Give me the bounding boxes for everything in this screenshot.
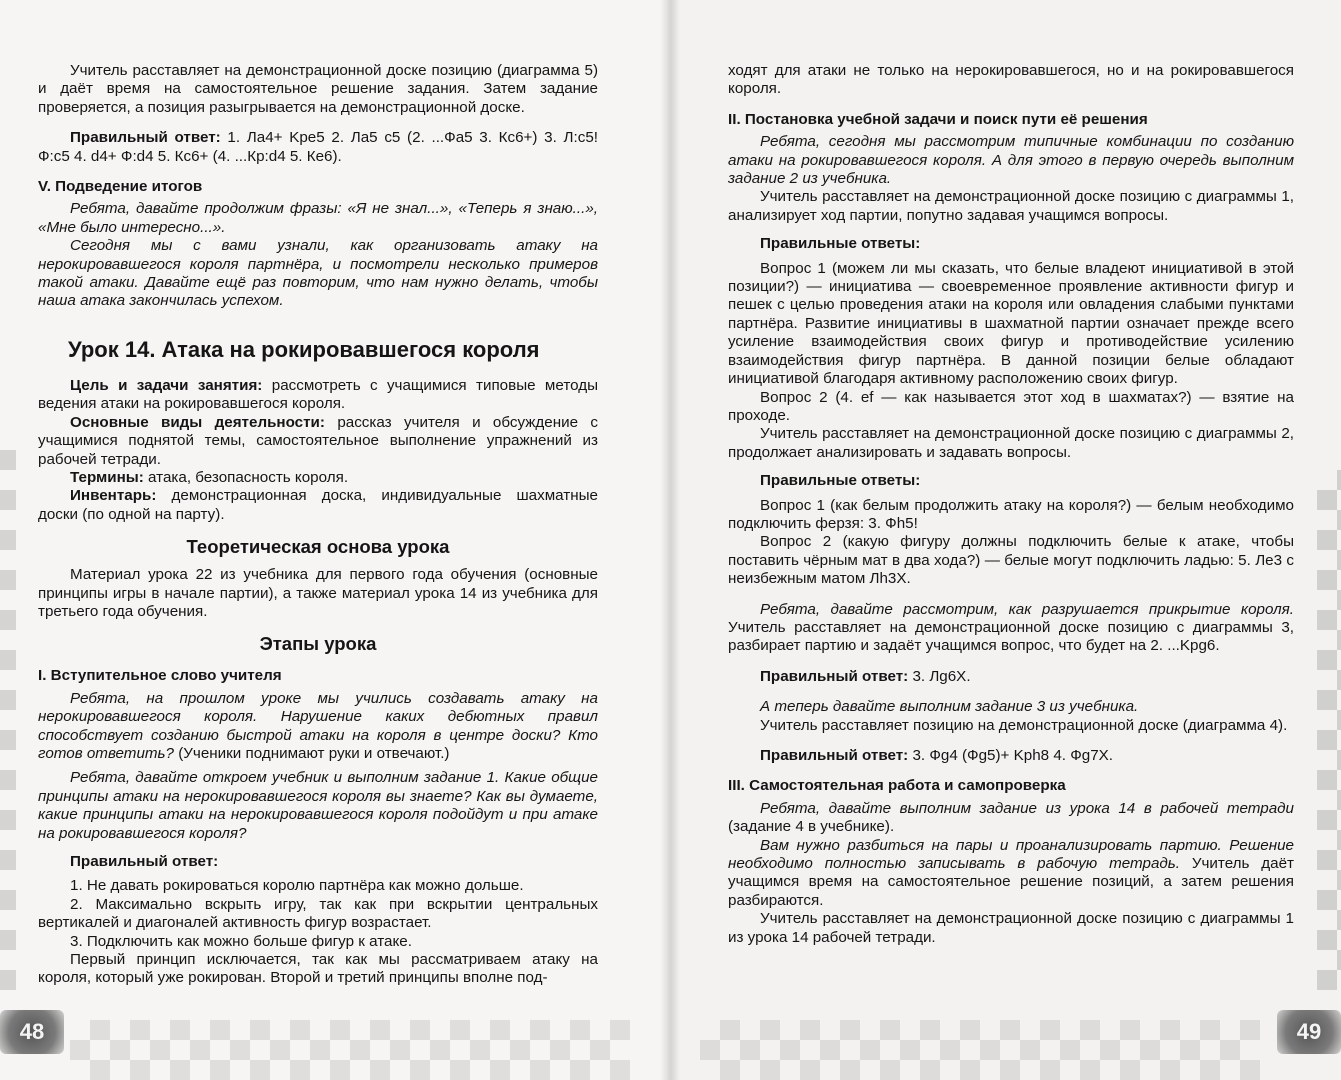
answer-label: Правильные ответы: <box>760 235 921 253</box>
paragraph: Сегодня мы с вами узнали, как организовать атаку на нерокировавшегося короля партнёра, и посмотрели несколько примеров такой атаки. Давайте ещё раз повторим, что нам нужно делать, чтобы наша атака закончилась успехом. <box>38 237 598 310</box>
answer-paragraph <box>728 747 1294 765</box>
checker-border-bottom-right <box>700 1020 1260 1080</box>
section-heading: III. Самостоятельная работа и самопроверка <box>728 777 1066 795</box>
italic-text: Ребята, давайте выполним задание из урока 14 в рабочей тетради <box>760 799 1294 817</box>
checker-border-bottom-left <box>70 1020 630 1080</box>
paragraph: ходят для атаки не только на нерокировавшегося, но и на рокировавшегося короля. <box>728 62 1294 98</box>
left-page <box>0 0 668 1080</box>
paragraph: Первый принцип исключается, так как мы рассматриваем атаку на короля, который уже рокирован. Второй и третий принципы вполне под- <box>38 951 598 987</box>
inventory-text: демонстрационная доска, индивидуальные шахматные доски (по одной на парту). <box>38 487 598 523</box>
goals-paragraph <box>38 377 598 414</box>
paragraph <box>728 800 1294 837</box>
paragraph: Ребята, давайте откроем учебник и выполним задание 1. Какие общие принципы атаки на нерокировавшегося короля вы знаете? Как вы думаете, какие принципы атаки на нерокировавшегося короля подойдут и при атаке на рокировавшегося короля? <box>38 769 598 842</box>
section-heading: I. Вступительное слово учителя <box>38 667 282 685</box>
checker-border-left <box>0 430 16 990</box>
answer-label: Правильный ответ: <box>70 853 219 870</box>
paragraph: Вопрос 1 (можем ли мы сказать, что белые владеют инициативой в этой позиции?) — инициатива — своевременное проявление активности фигур и пешек с целью проведения атаки на короля или овладения слабыми пунктами партнёра. Развитие инициативы в шахматной партии означает прежде всего усиление взаимодействия своих фигур и противодействие усилению взаимодействия фигур партнёра. В данной позиции белые обладают инициативой благодаря активному расположению своих фигур. <box>728 259 1294 388</box>
activities-text: рассказ учителя и обсуждение с учащимися поднятой темы, самостоятельное выполнение упражнений из рабочей тетради. <box>38 413 598 468</box>
italic-text: Ребята, на прошлом уроке мы учились создавать атаку на нерокировавшегося короля. Нарушение каких дебютных правил способствует созданию быстрой атаки на короля в центре доски? Кто готов ответить? <box>38 689 598 762</box>
inventory-paragraph <box>38 487 598 524</box>
paragraph: Вопрос 2 (4. ef — как называется этот ход в шахматах?) — взятие на проходе. <box>728 388 1294 424</box>
terms-label: Термины: <box>70 468 144 486</box>
section-heading: II. Постановка учебной задачи и поиск пути её решения <box>728 110 1148 128</box>
section-heading: V. Подведение итогов <box>38 178 203 196</box>
paragraph: Учитель расставляет на демонстрационной доске позицию с диаграммы 1, анализирует ход партии, попутно задавая учащимся вопросы. <box>728 188 1294 224</box>
goal-label: Цель и задачи занятия: <box>70 376 263 394</box>
italic-text: Ребята, давайте рассмотрим, как разрушается прикрытие короля. <box>760 600 1294 618</box>
paragraph <box>728 837 1294 911</box>
answer-label: Правильный ответ: <box>760 747 909 764</box>
paragraph: Учитель расставляет на демонстрационной доске позицию (диаграмма 5) и даёт время на самостоятельное решение задания. Затем задание проверяется, а позиция разыгрывается на демонстрационной доске. <box>38 62 598 116</box>
goal-text: рассмотреть с учащимися типовые методы ведения атаки на рокировавшегося короля. <box>38 376 598 413</box>
activities-label: Основные виды деятельности: <box>70 413 325 431</box>
answer-label: Правильный ответ: <box>70 129 221 147</box>
list-item: 1. Не давать рокироваться королю партнёра как можно дольше. <box>70 877 524 895</box>
inventory-label: Инвентарь: <box>70 487 157 505</box>
right-text-column <box>728 62 1294 947</box>
answer-text: 3. Лg6X. <box>908 667 971 685</box>
theory-heading: Теоретическая основа урока <box>186 536 450 558</box>
paragraph: Материал урока 22 из учебника для первого года обучения (основные принципы игры в начале партии), а также материал урока 14 из учебника для третьего года обучения. <box>38 566 598 620</box>
paragraph: Вопрос 2 (какую фигуру должны подключить белые к атаке, чтобы поставить чёрным мат в два хода?) — белые могут подключить ладью: 5. Ле3 с неизбежным матом Лh3X. <box>728 533 1294 588</box>
plain-text: (Ученики поднимают руки и отвечают.) <box>174 744 450 762</box>
paragraph <box>728 601 1294 656</box>
lesson-title: Урок 14. Атака на рокировавшегося короля <box>68 336 540 362</box>
answer-paragraph <box>38 129 598 166</box>
stages-heading: Этапы урока <box>259 633 377 655</box>
terms-paragraph <box>38 469 598 487</box>
italic-text: Вам нужно разбиться на пары и проанализировать партию. Решение необходимо полностью записывать в рабочую тетрадь. <box>728 836 1294 873</box>
list-item: 2. Максимально вскрыть игру, так как при вскрытии центральных вертикалей и диагоналей активность фигур возрастает. <box>38 895 598 932</box>
plain-text: Учитель даёт учащимся время на самостоятельное решение позиций, а затем решения разбираются. <box>728 855 1294 909</box>
paragraph <box>38 690 598 764</box>
paragraph: А теперь давайте выполним задание 3 из учебника. <box>760 698 1139 716</box>
paragraph: Учитель расставляет на демонстрационной доске позицию с диаграммы 1 из урока 14 рабочей тетради. <box>728 910 1294 946</box>
left-text-column <box>38 62 598 988</box>
answer-label: Правильный ответ: <box>760 667 909 685</box>
paragraph: Ребята, сегодня мы рассмотрим типичные комбинации по созданию атаки на рокировавшегося короля. А для этого в первую очередь выполним задание 2 из учебника. <box>728 133 1294 188</box>
checker-border-right <box>1317 470 1341 990</box>
activities-paragraph <box>38 414 598 469</box>
book-gutter <box>660 0 680 1080</box>
page-number-left: 48 <box>0 1010 64 1054</box>
paragraph: Ребята, давайте продолжим фразы: «Я не знал...», «Теперь я знаю...», «Мне было интересно...». <box>38 200 598 236</box>
paragraph: Учитель расставляет позицию на демонстрационной доске (диаграмма 4). <box>760 716 1288 734</box>
paragraph: Вопрос 1 (как белым продолжить атаку на короля?) — белым необходимо подключить ферзя: 3. Фh5! <box>728 496 1294 532</box>
answer-paragraph <box>728 668 1294 686</box>
terms-text: атака, безопасность короля. <box>143 468 349 486</box>
page-number-right: 49 <box>1277 1010 1341 1054</box>
plain-text: (задание 4 в учебнике). <box>728 818 895 836</box>
paragraph: Учитель расставляет на демонстрационной доске позицию с диаграммы 2, продолжает анализировать и задавать вопросы. <box>728 425 1294 461</box>
answer-text: 3. Фg4 (Фg5)+ Kph8 4. Фg7X. <box>908 747 1113 764</box>
plain-text: Учитель расставляет на демонстрационной доске позицию с диаграммы 3, разбирает партию и задаёт учащимся вопрос, что будет на 2. ...Kpg6. <box>728 618 1294 655</box>
answer-text: 1. Ла4+ Kpe5 2. Ла5 с5 (2. ...Фа5 3. Кс6+) 3. Л:с5! Ф:с5 4. d4+ Ф:d4 5. Кс6+ (4. ...Кр:d4 5. Ке6). <box>38 129 598 165</box>
answer-label: Правильные ответы: <box>760 472 921 490</box>
list-item: 3. Подключить как можно больше фигур к атаке. <box>70 932 412 950</box>
